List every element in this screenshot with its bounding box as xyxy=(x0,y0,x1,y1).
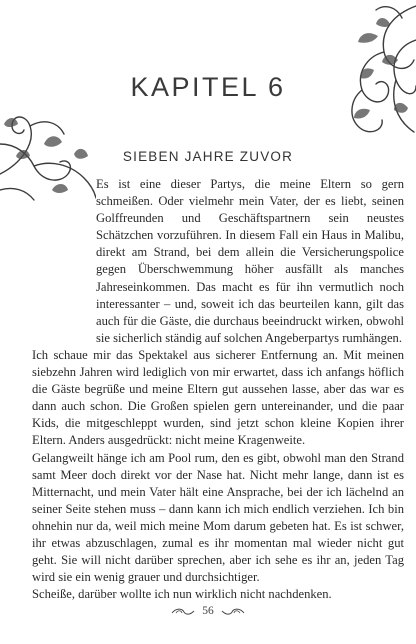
paragraph-3: Gelangweilt hänge ich am Pool rum, den es gibt, obwohl man den Strand samt Meer doch direkt vor der Nase hat. Nicht mehr lange, dann ist es Mitternacht, und mein Vater hält eine Ansprache, bei der ich lächelnd an seiner Seite stehen muss – dann kann ich mich endlich verziehen. Ich bin ohnehin nur da, weil mich meine Mom darum gebeten hat. Es ist schwer, ihr etwas abzuschlagen, zumal es ihr momentan mal wieder nicht gut geht. Sie will nicht darüber sprechen, aber ich sehe es ihr an, jeden Tag wird sie ein wenig grauer und durchsichtiger. xyxy=(32,450,404,585)
flourish-right-icon xyxy=(220,607,246,616)
page-footer xyxy=(0,605,416,617)
chapter-title: KAPITEL 6 xyxy=(130,72,286,102)
body-text xyxy=(32,176,404,603)
paragraph-1: Es ist eine dieser Partys, die meine Eltern so gern schmeißen. Oder vielmehr mein Vater, der es liebt, seinen Golffreunden und Geschäftspartnern sein neustes Schätzchen vorzuführen. In diesem Fall ein Haus in Malibu, direkt am Strand, bei dem allein die Versicherungspolice gegen Überschwemmung höher ausfällt als manches Jahreseinkommen. Das macht es für ihn vermutlich noch interessanter – und, soweit ich das beurteilen kann, gilt das auch für die Gäste, die durchaus beeindruckt wirken, obwohl sie sicherlich ständig auf solchen Angeberpartys rumhängen. xyxy=(96,177,404,345)
section-title: SIEBEN JAHRE ZUVOR xyxy=(122,149,294,164)
paragraph-4: Scheiße, darüber wollte ich nun wirklich nicht nachdenken. xyxy=(32,587,332,602)
flourish-left-icon xyxy=(170,607,196,616)
floral-ornament-top-right-icon xyxy=(298,0,416,140)
page-number: 56 xyxy=(202,605,214,617)
paragraph-2: Ich schaue mir das Spektakel aus sicherer Entfernung an. Mit meinen siebzehn Jahren wird lediglich von mir erwartet, dass ich anfangs höflich die Gäste begrüße und meine Eltern gut aussehen lasse, aber das war es dann auch schon. Die Großen spielen gern untereinander, und die paar Kids, die mitgeschleppt wurden, sind jetzt schon kleine Kopien ihrer Eltern. Anders ausgedrückt: nicht meine Kragenweite. xyxy=(32,347,404,448)
